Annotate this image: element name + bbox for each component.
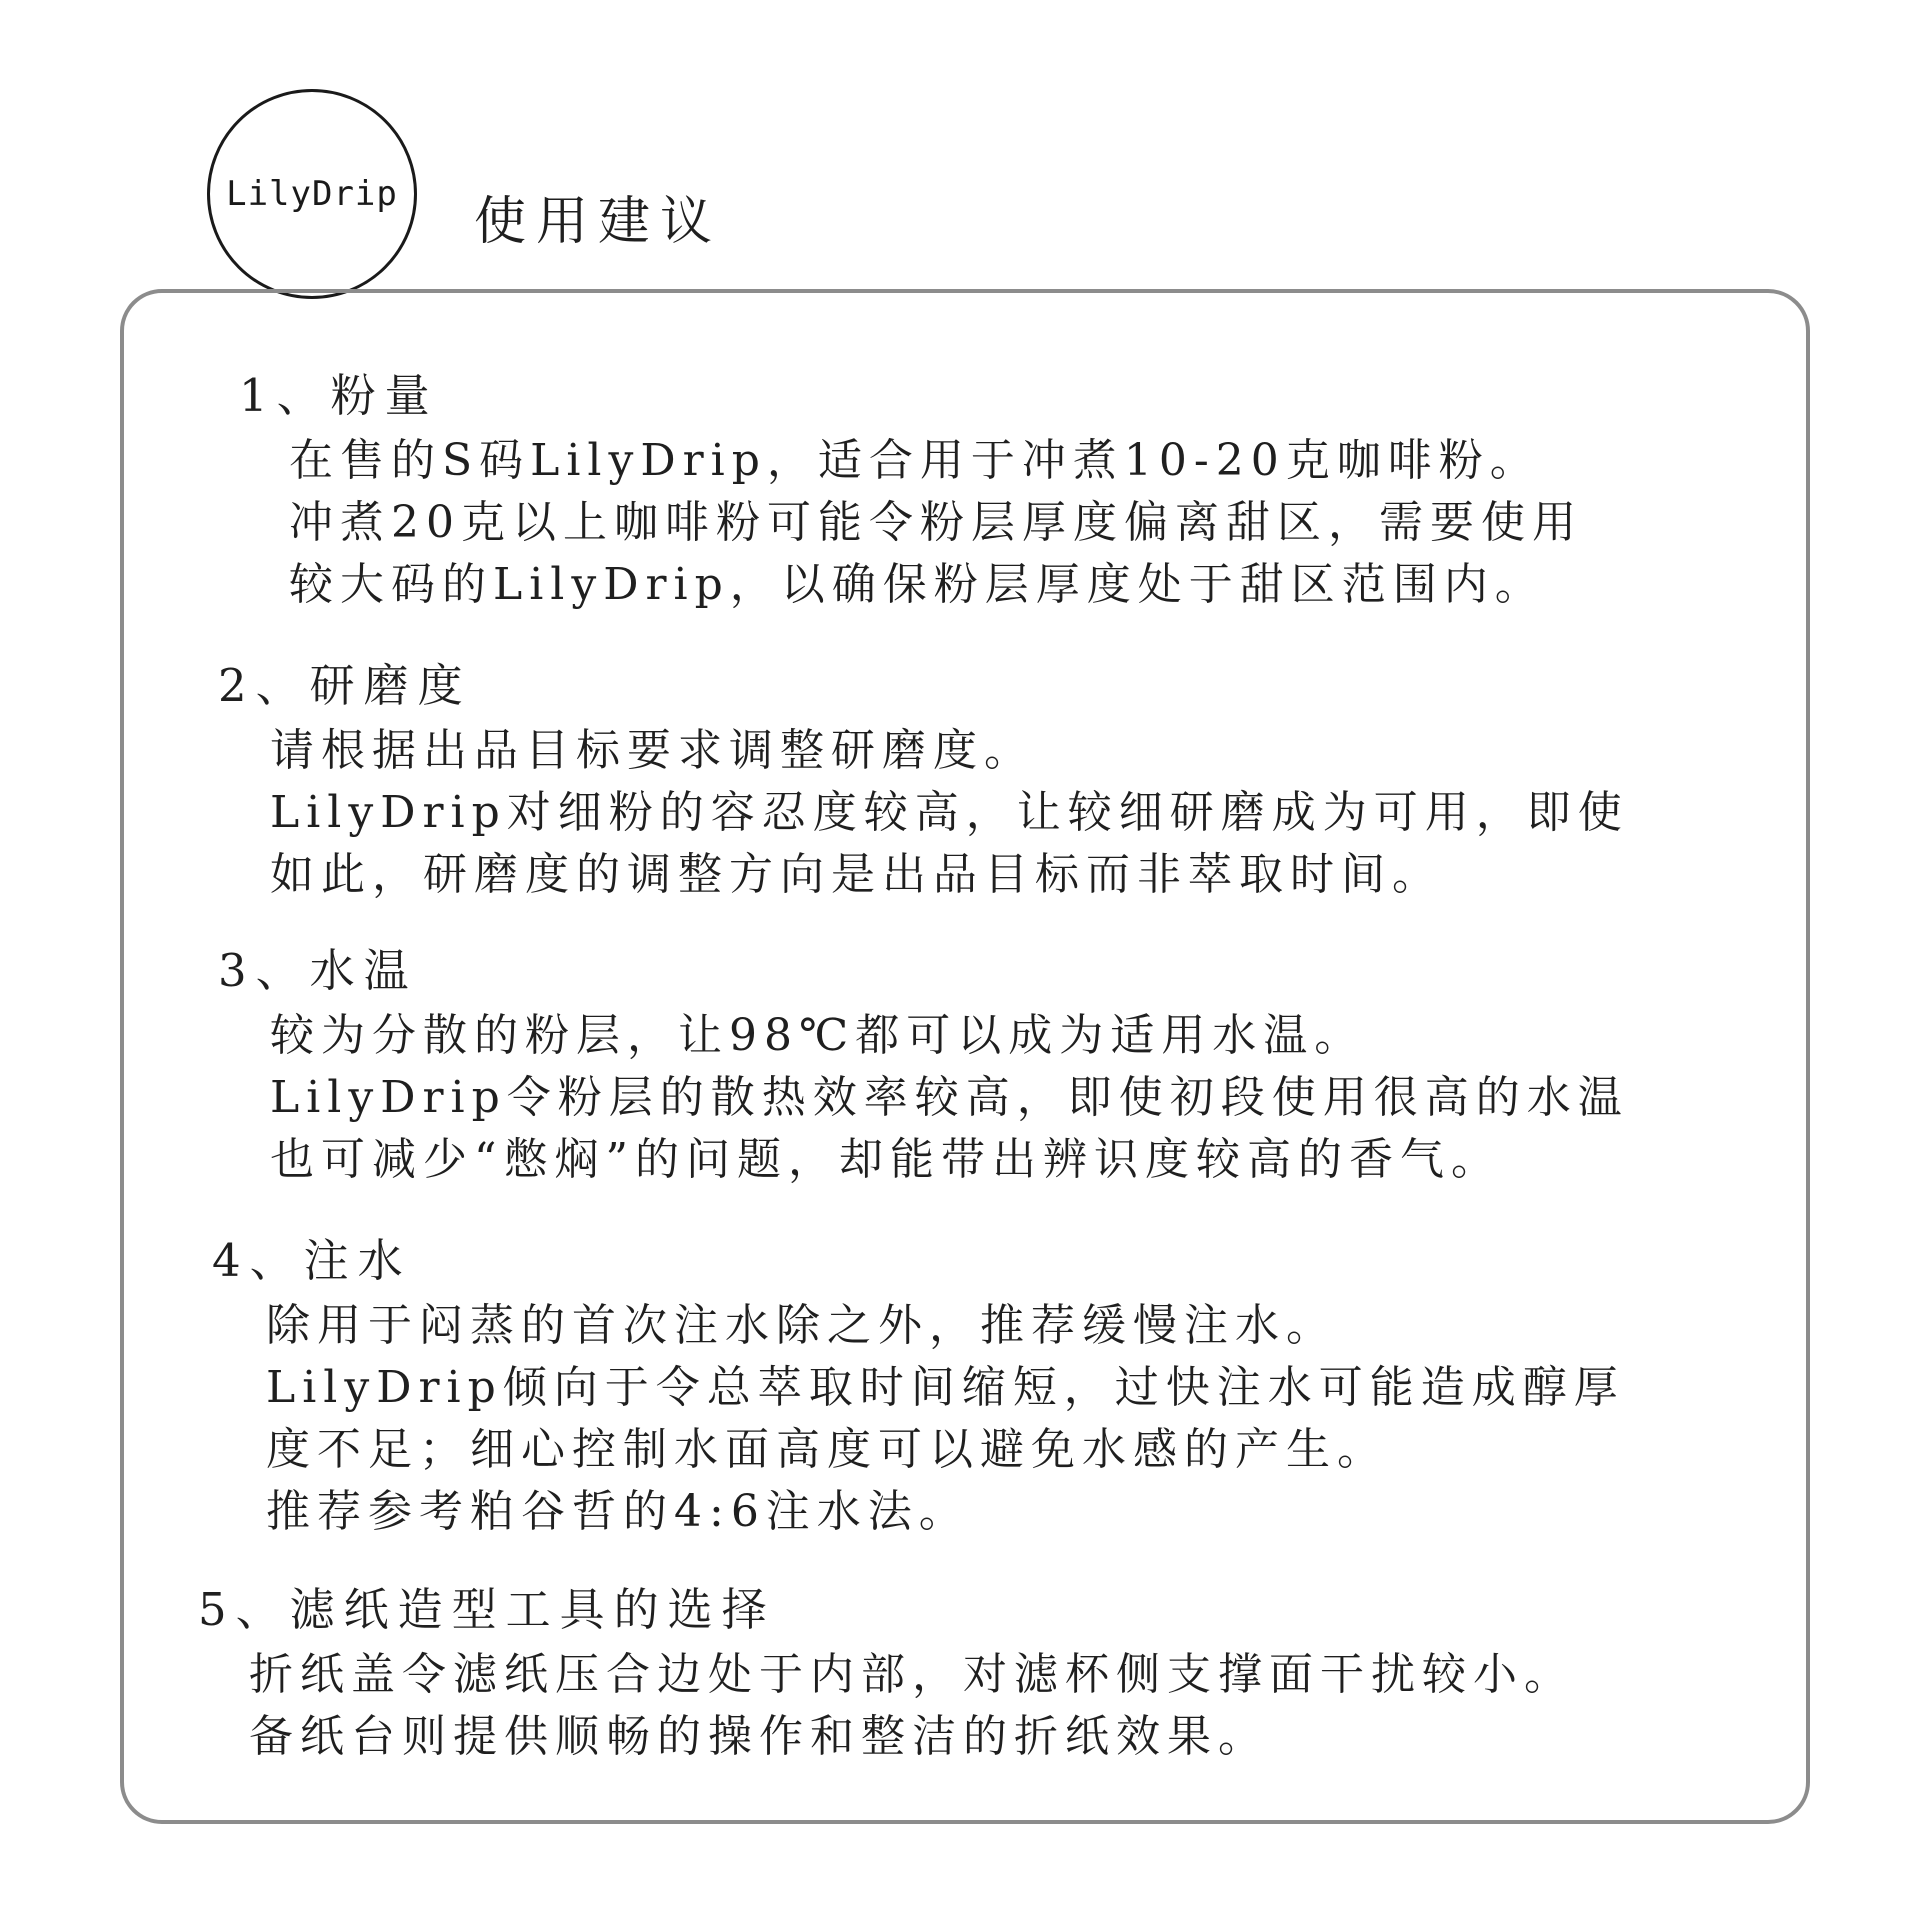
section-line: LilyDrip令粉层的散热效率较高，即使初段使用很高的水温	[270, 1072, 1629, 1123]
section-line: 也可减少“憋焖”的问题，却能带出辨识度较高的香气。	[270, 1134, 1502, 1185]
section-body	[266, 1295, 1764, 1543]
section-powder-amount	[124, 369, 1764, 616]
lilydrip-logo	[207, 89, 417, 299]
section-line: 折纸盖令滤纸压合边处于内部，对滤杯侧支撑面干扰较小。	[249, 1649, 1575, 1700]
section-line: 在售的S码LilyDrip，适合用于冲煮10-20克咖啡粉。	[289, 435, 1541, 486]
logo-text: LilyDrip	[226, 174, 398, 214]
section-heading: 5、滤纸造型工具的选择	[198, 1583, 776, 1636]
section-heading: 4、注水	[212, 1234, 412, 1287]
section-line: LilyDrip倾向于令总萃取时间缩短，过快注水可能造成醇厚	[266, 1362, 1625, 1413]
section-line: 冲煮20克以上咖啡粉可能令粉层厚度偏离甜区，需要使用	[289, 497, 1583, 548]
section-heading: 1、粉量	[239, 369, 439, 422]
section-line: 较大码的LilyDrip，以确保粉层厚度处于甜区范围内。	[289, 559, 1546, 610]
section-line: 度不足；细心控制水面高度可以避免水感的产生。	[266, 1424, 1388, 1475]
section-line: 推荐参考粕谷哲的4:6注水法。	[266, 1486, 970, 1537]
section-filter-tools	[124, 1583, 1764, 1768]
section-heading: 3、水温	[218, 944, 418, 997]
section-body	[270, 1005, 1764, 1191]
section-pouring	[124, 1234, 1764, 1543]
section-body	[249, 1644, 1764, 1768]
section-line: 请根据出品目标要求调整研磨度。	[270, 725, 1035, 776]
content-card	[120, 289, 1810, 1824]
section-body	[289, 430, 1764, 616]
section-grind-size	[124, 659, 1764, 906]
section-line: 备纸台则提供顺畅的操作和整洁的折纸效果。	[249, 1711, 1269, 1762]
section-body	[270, 720, 1764, 906]
section-line: 较为分散的粉层，让98℃都可以成为适用水温。	[270, 1010, 1366, 1061]
section-line: 如此，研磨度的调整方向是出品目标而非萃取时间。	[270, 849, 1443, 900]
section-heading: 2、研磨度	[218, 659, 472, 712]
section-water-temperature	[124, 944, 1764, 1191]
section-line: LilyDrip对细粉的容忍度较高，让较细研磨成为可用，即使	[270, 787, 1629, 838]
page-title: 使用建议	[474, 192, 723, 252]
section-line: 除用于闷蒸的首次注水除之外，推荐缓慢注水。	[266, 1300, 1337, 1351]
